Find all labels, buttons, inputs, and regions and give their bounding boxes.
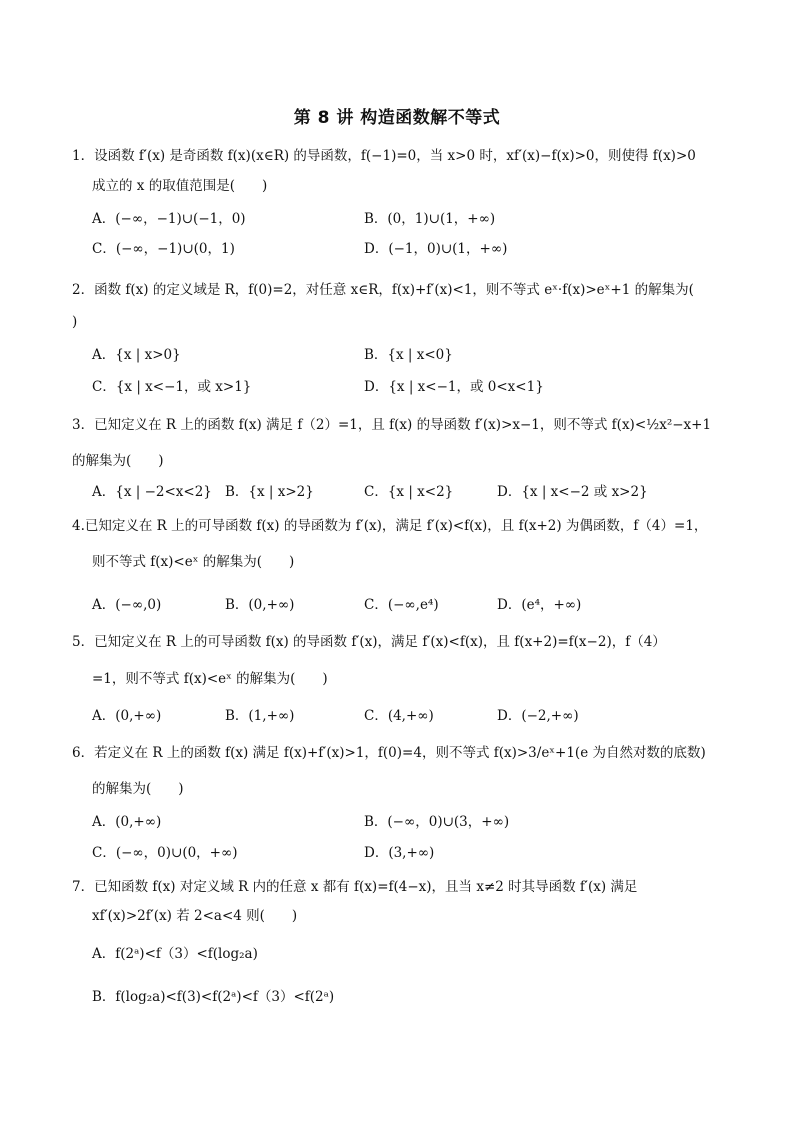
question-2-option-d: D．{x | x<−1，或 0<x<1} xyxy=(364,379,544,395)
question-3-option-a: A．{x | −2<x<2} xyxy=(92,484,212,500)
question-1-line-2: 成立的 x 的取值范围是( ) xyxy=(92,178,268,194)
question-3-option-d: D．{x | x<−2 或 x>2} xyxy=(497,484,648,500)
question-3-option-b: B．{x | x>2} xyxy=(225,484,314,500)
question-6-line-1: 6．若定义在 R 上的函数 f(x) 满足 f(x)+f′(x)>1，f(0)=4，则不等式 f(x)>3/eˣ+1(e 为自然对数的底数) xyxy=(72,745,706,761)
question-3-line-1: 3．已知定义在 R 上的函数 f(x) 满足 f（2）=1，且 f(x) 的导函数 f′(x)>x−1，则不等式 f(x)<½x²−x+1 xyxy=(72,417,712,433)
question-3-line-2: 的解集为( ) xyxy=(72,453,164,469)
question-2-line-1: 2．函数 f(x) 的定义域是 R，f(0)=2，对任意 x∈R，f(x)+f′(x)<1，则不等式 eˣ·f(x)>eˣ+1 的解集为( xyxy=(72,282,694,298)
question-7-option-b: B．f(log₂a)<f(3)<f(2ᵃ)<f（3）<f(2ᵃ) xyxy=(92,989,335,1005)
question-3-option-c: C．{x | x<2} xyxy=(364,484,454,500)
question-1-option-a: A．(−∞，−1)∪(−1，0) xyxy=(92,211,246,227)
question-4-line-1: 4.已知定义在 R 上的可导函数 f(x) 的导函数为 f′(x)，满足 f′(x)<f(x)，且 f(x+2) 为偶函数，f（4）=1， xyxy=(72,518,708,534)
question-2-line-2: ) xyxy=(72,314,78,330)
question-5-line-2: =1，则不等式 f(x)<eˣ 的解集为( ) xyxy=(92,671,328,687)
question-7-line-1: 7．已知函数 f(x) 对定义域 R 内的任意 x 都有 f(x)=f(4−x)，且当 x≠2 时其导函数 f′(x) 满足 xyxy=(72,879,638,895)
question-2-option-b: B．{x | x<0} xyxy=(364,347,453,363)
question-4-line-2: 则不等式 f(x)<eˣ 的解集为( ) xyxy=(92,554,295,570)
question-6-option-b: B．(−∞，0)∪(3，+∞) xyxy=(364,814,510,830)
question-5-option-c: C．(4,+∞) xyxy=(364,708,434,724)
question-6-line-2: 的解集为( ) xyxy=(92,781,184,797)
question-4-option-d: D．(e⁴，+∞) xyxy=(497,597,582,613)
question-1-line-1: 1．设函数 f′(x) 是奇函数 f(x)(x∈R) 的导函数，f(−1)=0，当 x>0 时，xf′(x)−f(x)>0，则使得 f(x)>0 xyxy=(72,148,696,164)
question-7-line-2: xf′(x)>2f′(x) 若 2<a<4 则( ) xyxy=(92,908,298,924)
question-7-option-a: A．f(2ᵃ)<f（3）<f(log₂a) xyxy=(92,946,258,962)
question-6-option-d: D．(3,+∞) xyxy=(364,845,435,861)
question-5-option-b: B．(1,+∞) xyxy=(225,708,295,724)
page-title: 第 8 讲 构造函数解不等式 xyxy=(293,108,501,128)
question-4-option-a: A．(−∞,0) xyxy=(92,597,162,613)
question-2-option-a: A．{x | x>0} xyxy=(92,347,181,363)
question-5-option-d: D．(−2,+∞) xyxy=(497,708,579,724)
question-6-option-c: C．(−∞，0)∪(0，+∞) xyxy=(92,845,238,861)
question-1-option-c: C．(−∞，−1)∪(0，1) xyxy=(92,241,235,257)
question-2-option-c: C．{x | x<−1，或 x>1} xyxy=(92,379,252,395)
question-5-line-1: 5．已知定义在 R 上的可导函数 f(x) 的导函数 f′(x)，满足 f′(x)<f(x)，且 f(x+2)=f(x−2)，f（4） xyxy=(72,634,666,650)
question-1-option-b: B．(0，1)∪(1，+∞) xyxy=(364,211,496,227)
question-5-option-a: A．(0,+∞) xyxy=(92,708,162,724)
question-6-option-a: A．(0,+∞) xyxy=(92,814,162,830)
question-1-option-d: D．(−1，0)∪(1，+∞) xyxy=(364,241,508,257)
question-4-option-c: C．(−∞,e⁴) xyxy=(364,597,439,613)
question-4-option-b: B．(0,+∞) xyxy=(225,597,295,613)
